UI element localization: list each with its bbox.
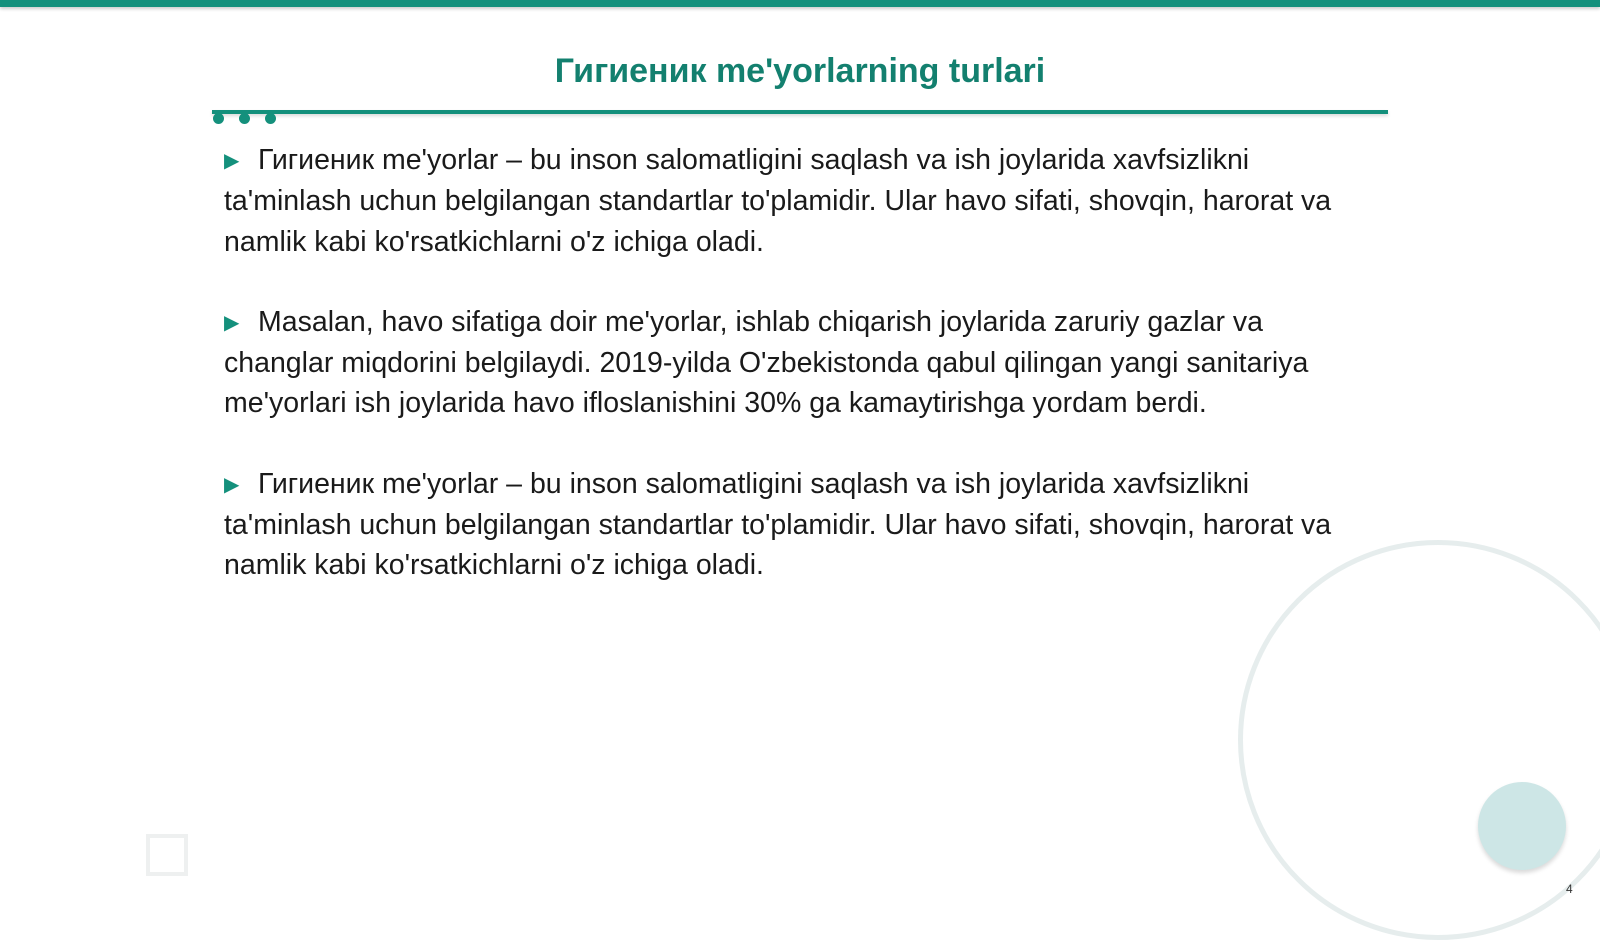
decorative-dot-icon: [265, 113, 276, 124]
top-accent-bar: [0, 0, 1600, 7]
bullet-paragraph: [224, 464, 1344, 586]
page-number: 4: [1566, 882, 1573, 896]
triangle-bullet-icon: ▶: [224, 311, 240, 334]
decorative-dot-icon: [239, 113, 250, 124]
slide-body: [224, 140, 1344, 626]
paragraph-text: Masalan, havo sifatiga doir me'yorlar, ishlab chiqarish joylarida zaruriy gazlar va changlar miqdorini belgilaydi. 2019-yilda O'zbekistonda qabul qilingan yangi sanitariya me'yorlari ish joylarida havo ifloslanishini 30% ga kamaytirishga yordam berdi.: [224, 305, 1309, 420]
slide-title: Гигиеник me'yorlarning turlari: [554, 52, 1046, 90]
bullet-paragraph: [224, 302, 1344, 424]
paragraph-text: Гигиеник me'yorlar – bu inson salomatligini saqlash va ish joylarida xavfsizlikni ta'minlash uchun belgilangan standartlar to'plamidir. Ular havo sifati, shovqin, harorat va namlik kabi ko'rsatkichlarni o'z ichiga oladi.: [224, 144, 1332, 258]
triangle-bullet-icon: ▶: [224, 473, 240, 496]
triangle-bullet-icon: ▶: [224, 150, 240, 172]
title-underline: [212, 110, 1388, 114]
decorative-dot-icon: [213, 113, 224, 124]
decorative-circle-icon: [1478, 782, 1566, 870]
paragraph-text: Гигиеник me'yorlar – bu inson salomatligini saqlash va ish joylarida xavfsizlikni ta'minlash uchun belgilangan standartlar to'plamidir. Ular havo sifati, shovqin, harorat va namlik kabi ko'rsatkichlarni o'z ichiga oladi.: [224, 467, 1332, 582]
bullet-paragraph: [224, 140, 1344, 262]
decorative-square-icon: [146, 834, 188, 876]
